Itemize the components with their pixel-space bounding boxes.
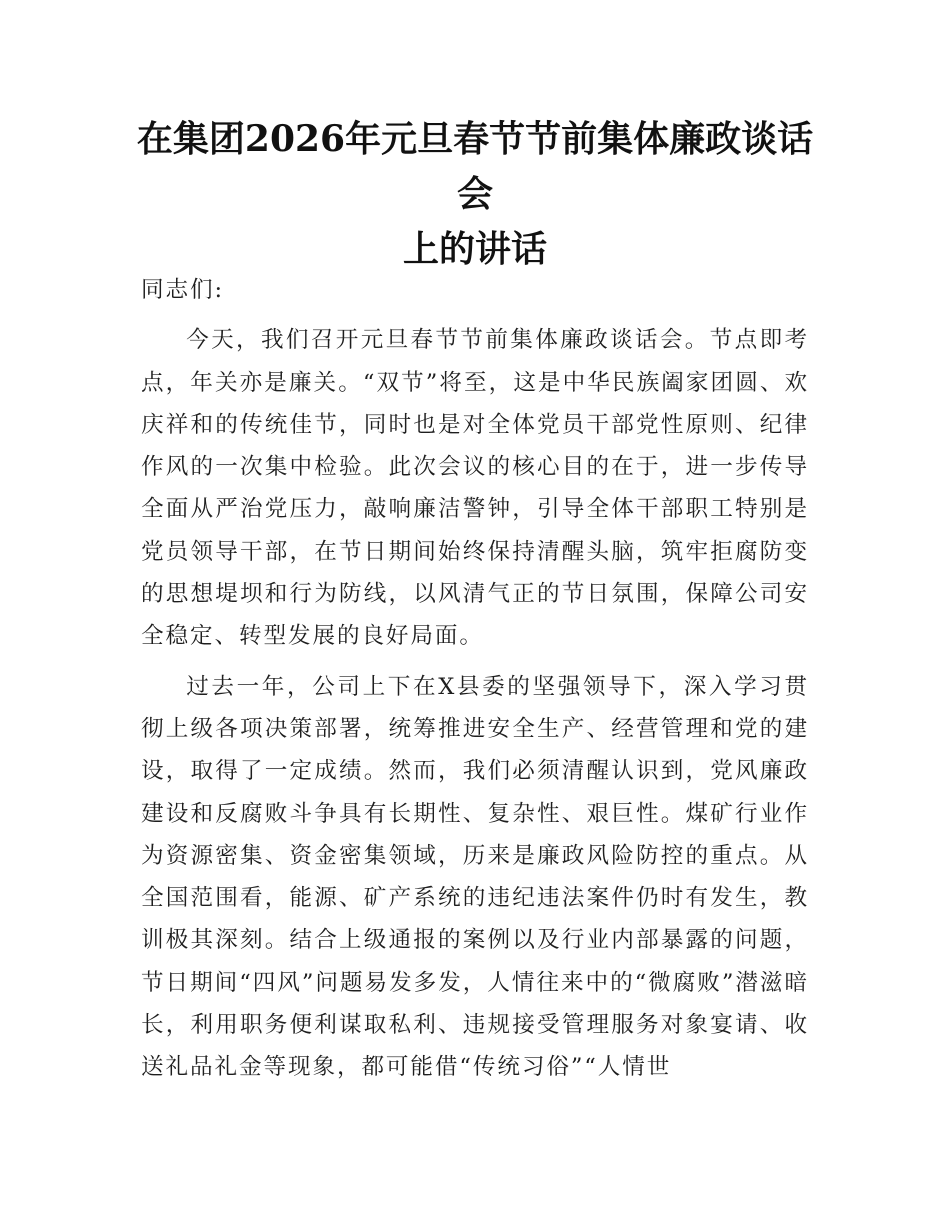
paragraph-2: 过去一年，公司上下在X县委的坚强领导下，深入学习贯彻上级各项决策部署，统筹推进安全生产、经营管理和党的建设，取得了一定成绩。然而，我们必须清醒认识到，党风廉政建设和反腐败斗争具有长期性、复杂性、艰巨性。煤矿行业作为资源密集、资金密集领域，历来是廉政风险防控的重点。从全国范围看，能源、矿产系统的违纪违法案件仍时有发生，教训极其深刻。结合上级通报的案例以及行业内部暴露的问题，节日期间“四风”问题易发多发，人情往来中的“微腐败”潜滋暗长，利用职务便利谋取私利、违规接受管理服务对象宴请、收送礼品礼金等现象，都可能借“传统习俗”“人情世 xyxy=(141,673,809,1081)
paragraph-1: 今天，我们召开元旦春节节前集体廉政谈话会。节点即考点，年关亦是廉关。“双节”将至，这是中华民族阖家团圆、欢庆祥和的传统佳节，同时也是对全体党员干部党性原则、纪律作风的一次集中检验。此次会议的核心目的在于，进一步传导全面从严治党压力，敲响廉洁警钟，引导全体干部职工特别是党员领导干部，在节日期间始终保持清醒头脑，筑牢拒腐防变的思想堤坝和行为防线，以风清气正的节日氛围，保障公司安全稳定、转型发展的良好局面。 xyxy=(141,327,809,650)
title-line-2: 上的讲话 xyxy=(402,228,547,270)
document-title xyxy=(130,112,820,277)
document-body xyxy=(141,269,809,1089)
title-line-1: 在集团2026年元旦春节节前集体廉政谈话会 xyxy=(136,118,814,215)
salutation: 同志们: xyxy=(141,277,224,303)
